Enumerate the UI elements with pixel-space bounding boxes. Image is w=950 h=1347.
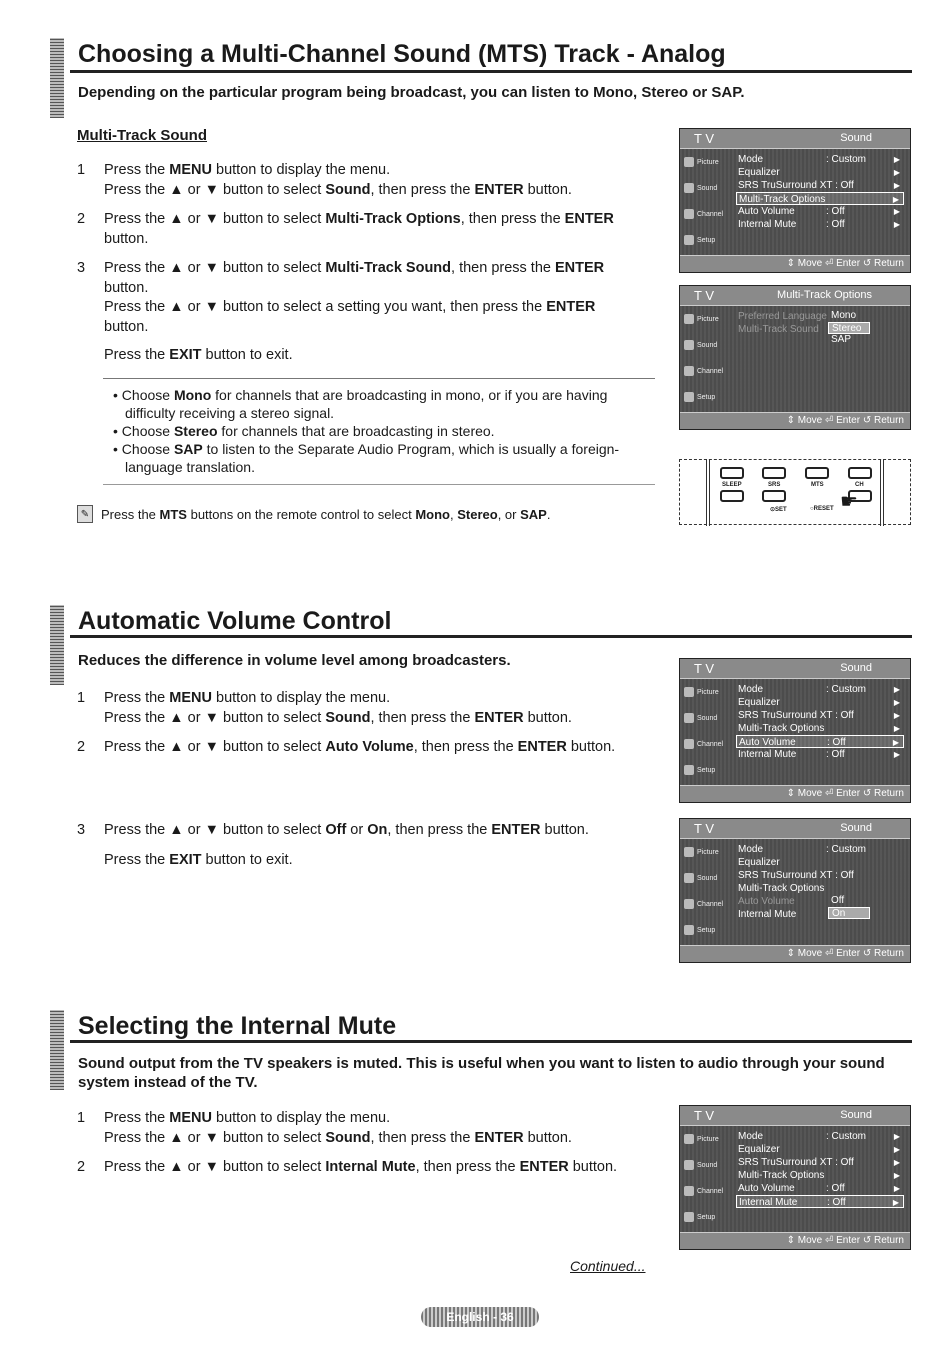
emphasis: Multi-Track Options (325, 211, 461, 227)
tv-side-item (684, 921, 728, 939)
emphasis: Off (325, 822, 347, 838)
tv-menu-row (736, 1169, 904, 1182)
tv-row-label: Multi-Track Sound (738, 324, 819, 335)
subheading: Multi-Track Sound (77, 127, 208, 144)
tv-menu-row (736, 218, 904, 231)
tv-row-label: Auto Volume (738, 206, 795, 217)
mts-button (805, 467, 829, 479)
step-1 (77, 1109, 652, 1148)
emphasis: ENTER (474, 1129, 524, 1146)
tv-side-label: Setup (697, 766, 716, 774)
tv-row-value: : Custom (826, 154, 867, 165)
mts-label: MTS (811, 482, 824, 488)
tv-side-label: Picture (697, 1135, 719, 1143)
tv-menu-title: Sound (840, 1109, 872, 1121)
chevron-right-icon: ▶ (893, 1145, 900, 1154)
tv-side-item (684, 153, 728, 171)
pointing-hand-icon: ☛ (840, 491, 858, 513)
step-1 (77, 161, 652, 200)
tv-menu-row (736, 735, 904, 748)
tv-side-label: Sound (697, 874, 718, 882)
chevron-right-icon: ▶ (893, 207, 900, 216)
emphasis: SAP (520, 506, 547, 522)
tv-label: T V (694, 288, 714, 303)
tv-side-item (684, 709, 728, 727)
tv-menu-row (736, 748, 904, 761)
step-2 (77, 738, 652, 758)
emphasis: ENTER (517, 739, 567, 755)
menu-category-icon (684, 739, 694, 749)
step-1 (77, 689, 652, 728)
step-line: Press the MENU button to display the menu. (104, 1110, 391, 1126)
srs-button (762, 467, 786, 479)
tv-option: Mono (831, 310, 857, 321)
chevron-right-icon: ▶ (892, 1198, 899, 1207)
menu-category-icon (684, 1186, 694, 1196)
exit-line: Press the EXIT button to exit. (104, 347, 293, 363)
tv-menu-row (736, 882, 904, 895)
tv-menu-row (736, 153, 904, 166)
menu-category-icon (684, 1134, 694, 1144)
tv-row-value: : Off (827, 1197, 846, 1208)
tv-menu-row (736, 1195, 904, 1208)
tv-menu-rows (736, 683, 904, 761)
step-line: button. (104, 279, 149, 296)
step-number: 3 (77, 260, 86, 276)
tv-menu-rows (736, 843, 904, 921)
emphasis: Multi-Track Sound (325, 260, 452, 276)
tv-side-item (684, 735, 728, 753)
tv-side-label: Setup (697, 1213, 716, 1221)
tv-menu-row (736, 895, 904, 908)
tv-row-label: Mode (738, 844, 764, 855)
step-number: 2 (77, 211, 86, 227)
chevron-right-icon: ▶ (893, 711, 900, 720)
tv-side-label: Sound (697, 714, 718, 722)
tv-side-label: Channel (697, 367, 724, 375)
tv-row-label: SRS TruSurround XT : Off (738, 180, 854, 191)
step-body (104, 1109, 652, 1148)
emphasis: On (367, 822, 388, 838)
tv-row-label: Equalizer (738, 1144, 780, 1155)
step-line: Press the ▲ or ▼ button to select Sound, then press the ENTER button. (104, 181, 572, 198)
menu-category-icon (684, 1160, 694, 1170)
tv-label: T V (694, 131, 714, 146)
emphasis: EXIT (169, 347, 202, 363)
emphasis: ENTER (546, 299, 596, 315)
step-number: 3 (77, 822, 86, 838)
tv-row-value: : Custom (826, 684, 867, 695)
tv-menu-row (736, 179, 904, 192)
tv-row-label: Preferred Language (738, 311, 827, 322)
menu-category-icon (684, 183, 694, 193)
tv-menu-row (736, 908, 904, 921)
section-intro: Depending on the particular program being broadcast, you can listen to Mono, Stereo or SAP. (78, 84, 745, 101)
tv-side-item (684, 1156, 728, 1174)
tv-side-item (684, 895, 728, 913)
step-line: button. (104, 318, 149, 335)
tv-row-label: SRS TruSurround XT : Off (738, 710, 854, 721)
tv-menu-screen (679, 1105, 911, 1250)
menu-category-icon (684, 925, 694, 935)
tv-side-label: Picture (697, 848, 719, 856)
continued-label: Continued... (570, 1258, 646, 1274)
emphasis: Mono (415, 506, 450, 522)
chevron-right-icon: ▶ (893, 1132, 900, 1141)
tv-side-label: Sound (697, 341, 718, 349)
tv-side-label: Channel (697, 740, 724, 748)
emphasis: Sound (325, 709, 371, 726)
tv-menu-row (736, 1130, 904, 1143)
reset-label: ○RESET (810, 506, 834, 512)
tv-row-label: Internal Mute (738, 749, 797, 760)
tv-menu-screen (679, 128, 911, 273)
step-2 (77, 210, 652, 249)
tv-option-popup (828, 310, 870, 346)
tip-text (101, 507, 550, 522)
section-rule (70, 70, 912, 73)
tv-row-label: Internal Mute (738, 219, 797, 230)
emphasis: ENTER (519, 1159, 569, 1175)
tv-row-value: : Off (827, 737, 846, 748)
menu-category-icon (684, 687, 694, 697)
note-line: • Choose SAP to listen to the Separate Audio Program, which is usually a foreign- (113, 441, 620, 457)
tv-menu-rows (736, 1130, 904, 1208)
tv-menu-row (736, 683, 904, 696)
bottom-left-button (720, 490, 744, 502)
tv-row-label: Multi-Track Options (738, 723, 825, 734)
tv-side-item (684, 761, 728, 779)
tv-menu-rows (736, 310, 904, 336)
note-line: language translation. (125, 459, 255, 475)
step-line: Press the ▲ or ▼ button to select Sound, then press the ENTER button. (104, 709, 572, 726)
tv-side-label: Setup (697, 926, 716, 934)
tv-row-label: Multi-Track Options (738, 883, 825, 894)
tv-side-item (684, 1130, 728, 1148)
emphasis: ENTER (474, 709, 524, 726)
tv-label: T V (694, 821, 714, 836)
tv-menu-row (736, 722, 904, 735)
tv-row-value: : Off (826, 1183, 845, 1194)
tv-menu-row (736, 192, 904, 205)
tv-menu-screen (679, 818, 911, 963)
tv-side-label: Setup (697, 393, 716, 401)
step-body (104, 259, 652, 337)
tv-menu-row (736, 843, 904, 856)
step-number: 1 (77, 690, 86, 706)
tv-footer: ⇕ Move ⏎ Enter ↺ Return (680, 785, 910, 802)
tv-row-label: Equalizer (738, 697, 780, 708)
remote-body (706, 459, 884, 526)
tv-menu-title: Multi-Track Options (777, 289, 872, 301)
emphasis: ENTER (474, 181, 524, 198)
step-line: Press the ▲ or ▼ button to select Multi-Track Options, then press the ENTER (104, 211, 614, 227)
emphasis: MENU (169, 162, 212, 178)
tv-menu-row (736, 1143, 904, 1156)
tv-side-item (684, 843, 728, 861)
tv-footer: ⇕ Move ⏎ Enter ↺ Return (680, 1232, 910, 1249)
emphasis: ENTER (491, 822, 541, 838)
tv-row-label: Multi-Track Options (738, 1170, 825, 1181)
menu-category-icon (684, 765, 694, 775)
tv-menu-row (736, 323, 904, 336)
step-line: Press the ▲ or ▼ button to select Auto Volume, then press the ENTER button. (104, 739, 616, 755)
tv-menu-title: Sound (840, 662, 872, 674)
tv-row-label: Mode (738, 1131, 764, 1142)
section-title: Selecting the Internal Mute (78, 1012, 397, 1040)
tv-row-label: Multi-Track Options (739, 194, 826, 205)
emphasis: EXIT (169, 852, 202, 868)
tv-row-label: Equalizer (738, 857, 780, 868)
step-number: 1 (77, 162, 86, 178)
tv-side-label: Channel (697, 210, 724, 218)
section-title: Automatic Volume Control (78, 607, 392, 635)
notes-box (103, 378, 655, 485)
tv-option-popup (828, 895, 870, 919)
menu-category-icon (684, 873, 694, 883)
tv-side-item (684, 1182, 728, 1200)
section-marker (50, 38, 64, 118)
step-line: Press the MENU button to display the menu. (104, 690, 391, 706)
tv-row-value: : Off (826, 749, 845, 760)
chevron-right-icon: ▶ (893, 220, 900, 229)
tv-side-label: Picture (697, 688, 719, 696)
step-line: Press the ▲ or ▼ button to select a setting you want, then press the ENTER (104, 299, 596, 315)
step-line: Press the ▲ or ▼ button to select Off or On, then press the ENTER button. (104, 822, 589, 838)
tv-side-item (684, 205, 728, 223)
tv-side-item (684, 231, 728, 249)
menu-category-icon (684, 392, 694, 402)
tv-row-label: Auto Volume (739, 737, 796, 748)
note-line: difficulty receiving a stereo signal. (125, 405, 335, 421)
tv-menu-row (736, 709, 904, 722)
section-mts (50, 38, 912, 118)
step-line: Press the ▲ or ▼ button to select Internal Mute, then press the ENTER button. (104, 1159, 618, 1175)
chevron-right-icon: ▶ (893, 750, 900, 759)
tv-menu-row (736, 205, 904, 218)
menu-category-icon (684, 899, 694, 909)
tv-side-item (684, 336, 728, 354)
tv-option: On (828, 907, 870, 919)
emphasis: MENU (169, 1110, 212, 1126)
step-line: button. (104, 230, 149, 247)
tv-side-label: Channel (697, 1187, 724, 1195)
step-body (104, 821, 652, 841)
tv-row-label: Internal Mute (738, 909, 797, 920)
tv-label: T V (694, 661, 714, 676)
tv-menu-row (736, 166, 904, 179)
tv-side-label: Sound (697, 184, 718, 192)
tv-row-label: Internal Mute (739, 1197, 798, 1208)
step-body (104, 210, 652, 249)
emphasis: SAP (173, 441, 203, 457)
tv-row-value: : Off (826, 206, 845, 217)
tv-menu-row (736, 869, 904, 882)
tv-side-item (684, 310, 728, 328)
tv-side-item (684, 683, 728, 701)
step-number: 1 (77, 1110, 86, 1126)
step-2 (77, 1158, 652, 1178)
tv-row-value: : Custom (826, 1131, 867, 1142)
tv-side-label: Picture (697, 158, 719, 166)
tv-menu-row (736, 310, 904, 323)
tv-menu-screen (679, 285, 911, 430)
tv-footer: ⇕ Move ⏎ Enter ↺ Return (680, 255, 910, 272)
tv-side-label: Setup (697, 236, 716, 244)
section-title: Choosing a Multi-Channel Sound (MTS) Track - Analog (78, 40, 726, 68)
tip-line: Press the MTS buttons on the remote control to select Mono, Stereo, or SAP. (101, 506, 551, 522)
tv-side-item (684, 362, 728, 380)
tv-footer: ⇕ Move ⏎ Enter ↺ Return (680, 412, 910, 429)
chevron-right-icon: ▶ (893, 724, 900, 733)
step-body (104, 689, 652, 728)
chevron-right-icon: ▶ (893, 1171, 900, 1180)
menu-category-icon (684, 209, 694, 219)
tv-row-label: Auto Volume (738, 1183, 795, 1194)
emphasis: Sound (325, 181, 371, 198)
menu-category-icon (684, 235, 694, 245)
bottom-mid-button (762, 490, 786, 502)
tv-header (680, 1106, 910, 1126)
tv-side-label: Picture (697, 315, 719, 323)
step-3 (77, 821, 652, 841)
tv-header (680, 129, 910, 149)
tv-menu-row (736, 696, 904, 709)
step-number: 2 (77, 739, 86, 755)
channel-label: CH (855, 482, 864, 488)
step-3 (77, 259, 652, 337)
chevron-right-icon: ▶ (892, 195, 899, 204)
tv-menu-row (736, 1156, 904, 1169)
tv-menu-title: Sound (840, 132, 872, 144)
section-intro: Reduces the difference in volume level among broadcasters. (78, 652, 511, 669)
step-line: Press the MENU button to display the menu. (104, 162, 391, 178)
chevron-right-icon: ▶ (893, 1158, 900, 1167)
tv-row-label: Equalizer (738, 167, 780, 178)
tip (77, 505, 550, 523)
exit-instruction (77, 346, 652, 366)
tv-option: Stereo (828, 322, 870, 334)
menu-category-icon (684, 847, 694, 857)
section-marker (50, 605, 64, 685)
tv-row-label: Mode (738, 154, 764, 165)
tv-label: T V (694, 1108, 714, 1123)
emphasis: Mono (173, 387, 212, 403)
exit-line: Press the EXIT button to exit. (104, 852, 293, 868)
emphasis: Auto Volume (325, 739, 414, 755)
tv-side-label: Sound (697, 1161, 718, 1169)
section-rule (70, 1040, 912, 1043)
sleep-button (720, 467, 744, 479)
menu-category-icon (684, 157, 694, 167)
step-body (104, 161, 652, 200)
step-line: Press the ▲ or ▼ button to select Multi-Track Sound, then press the ENTER (104, 260, 605, 276)
menu-category-icon (684, 340, 694, 350)
tv-header (680, 659, 910, 679)
chevron-right-icon: ▶ (893, 1184, 900, 1193)
exit-text (104, 851, 652, 871)
emphasis: Sound (325, 1129, 371, 1146)
section-rule (70, 635, 912, 638)
set-label: ⊙SET (770, 507, 787, 513)
srs-label: SRS (768, 482, 781, 488)
tv-side-label: Channel (697, 900, 724, 908)
step-line: Press the ▲ or ▼ button to select Sound, then press the ENTER button. (104, 1129, 572, 1146)
tv-menu-title: Sound (840, 822, 872, 834)
tv-row-label: Auto Volume (738, 896, 795, 907)
chevron-right-icon: ▶ (893, 685, 900, 694)
chevron-right-icon: ▶ (893, 168, 900, 177)
emphasis: Stereo (457, 506, 498, 522)
emphasis: ENTER (564, 211, 614, 227)
tv-header (680, 286, 910, 306)
section-intro: Sound output from the TV speakers is muted. This is useful when you want to listen to audio through your sound system instead of the TV. (78, 1055, 885, 1091)
menu-category-icon (684, 314, 694, 324)
tv-option: SAP (831, 334, 852, 345)
emphasis: MTS (159, 506, 187, 522)
tv-side-item (684, 869, 728, 887)
tv-menu-screen (679, 658, 911, 803)
tv-menu-row (736, 856, 904, 869)
emphasis: Stereo (173, 423, 218, 439)
tv-row-value: : Custom (826, 844, 867, 855)
note-icon: ✎ (77, 505, 93, 523)
section-marker (50, 1010, 64, 1090)
exit-instruction (77, 851, 652, 871)
sleep-label: SLEEP (722, 482, 742, 488)
chevron-right-icon: ▶ (893, 155, 900, 164)
channel-up-button (848, 467, 872, 479)
step-body (104, 738, 652, 758)
tv-menu-row (736, 1182, 904, 1195)
tv-side-item (684, 179, 728, 197)
emphasis: ENTER (555, 260, 605, 276)
tv-row-label: SRS TruSurround XT : Off (738, 1157, 854, 1168)
emphasis: MENU (169, 690, 212, 706)
page-number: English - 36 (421, 1307, 539, 1327)
chevron-right-icon: ▶ (893, 698, 900, 707)
tv-footer: ⇕ Move ⏎ Enter ↺ Return (680, 945, 910, 962)
tv-side-item (684, 1208, 728, 1226)
menu-category-icon (684, 366, 694, 376)
tv-side-item (684, 388, 728, 406)
remote-illustration (679, 459, 911, 525)
tv-row-label: SRS TruSurround XT : Off (738, 870, 854, 881)
exit-text (104, 346, 652, 366)
tv-row-label: Mode (738, 684, 764, 695)
tv-menu-rows (736, 153, 904, 231)
menu-category-icon (684, 713, 694, 723)
chevron-right-icon: ▶ (893, 181, 900, 190)
chevron-right-icon: ▶ (892, 738, 899, 747)
step-number: 2 (77, 1159, 86, 1175)
menu-category-icon (684, 1212, 694, 1222)
step-body (104, 1158, 652, 1178)
emphasis: Internal Mute (325, 1159, 416, 1175)
tv-row-value: : Off (826, 219, 845, 230)
tv-option: Off (831, 895, 845, 906)
note-line: • Choose Mono for channels that are broadcasting in mono, or if you are having (113, 387, 608, 403)
section-internal-mute (50, 1010, 912, 1090)
note-line: • Choose Stereo for channels that are broadcasting in stereo. (113, 423, 495, 439)
tv-header (680, 819, 910, 839)
